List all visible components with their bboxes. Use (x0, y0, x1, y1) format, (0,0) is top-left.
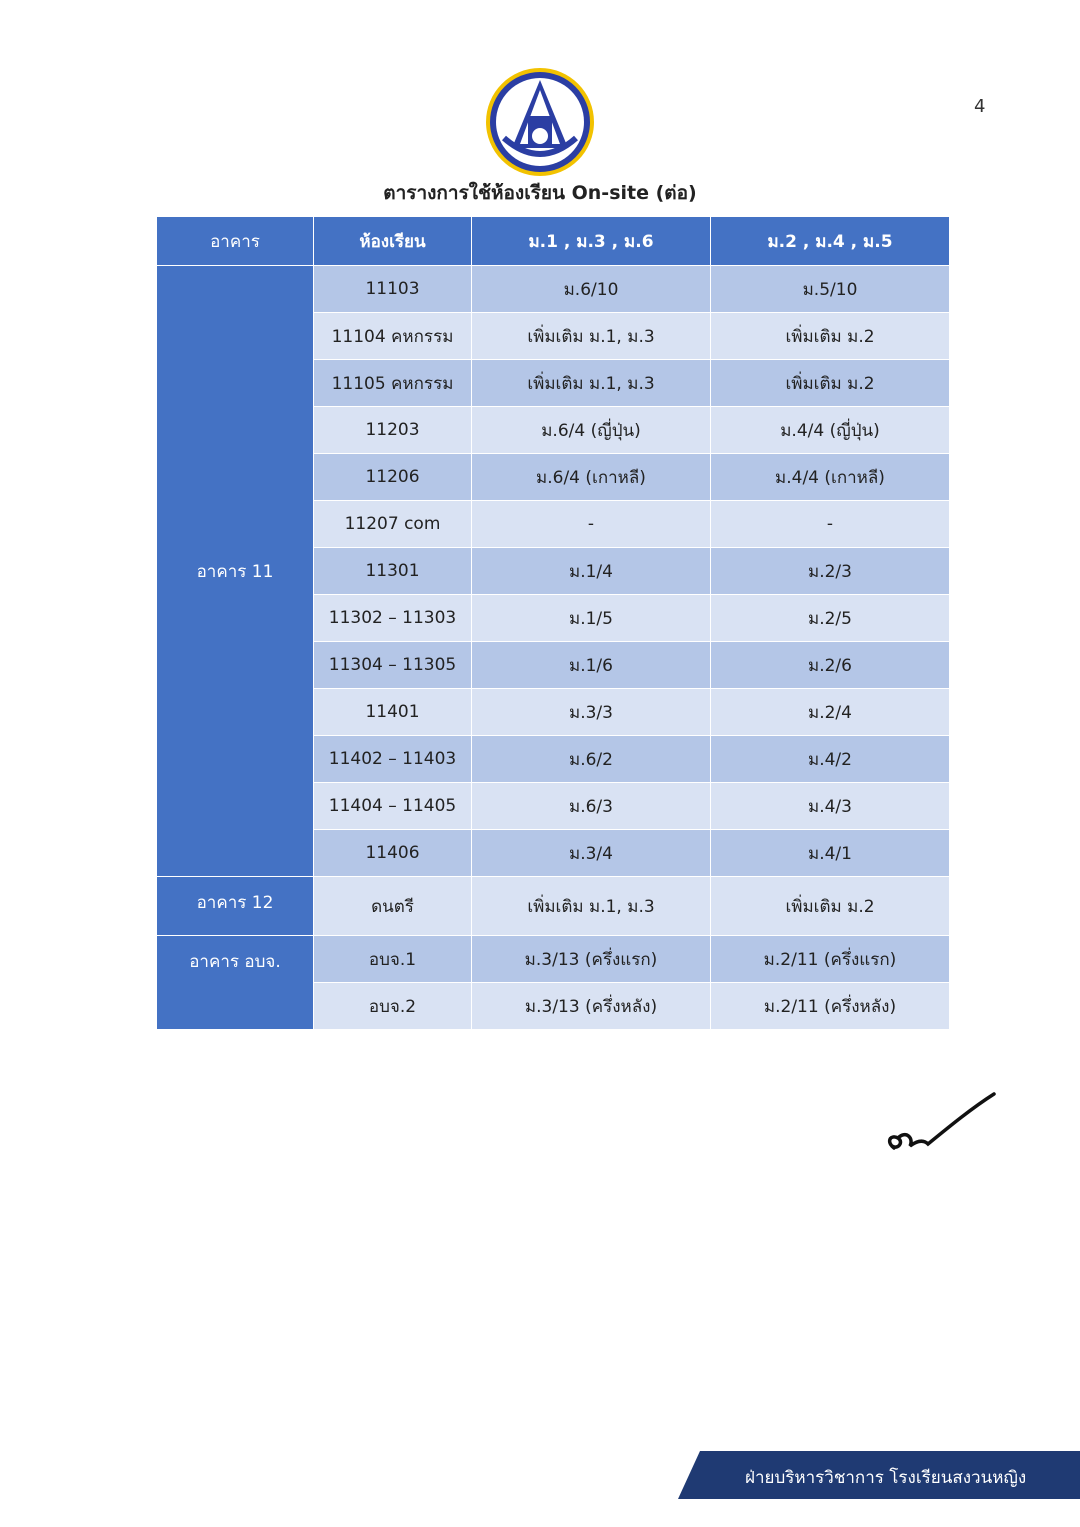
grade-cell: เพิ่มเติม ม.1, ม.3 (472, 360, 711, 407)
grade-cell: ม.6/3 (472, 783, 711, 830)
grade-cell: เพิ่มเติม ม.1, ม.3 (472, 877, 711, 936)
room-cell: 11206 (314, 454, 472, 501)
table-row (157, 936, 950, 983)
room-cell: 11301 (314, 548, 472, 595)
grade-cell: - (472, 501, 711, 548)
grade-cell: ม.2/11 (ครึ่งแรก) (711, 936, 950, 983)
room-cell: 11105 คหกรรม (314, 360, 472, 407)
grade-cell: เพิ่มเติม ม.1, ม.3 (472, 313, 711, 360)
room-cell: 11304 – 11305 (314, 642, 472, 689)
room-cell: 11406 (314, 830, 472, 877)
room-cell: อบจ.1 (314, 936, 472, 983)
grade-cell: ม.4/1 (711, 830, 950, 877)
room-cell: 11404 – 11405 (314, 783, 472, 830)
grade-cell: ม.5/10 (711, 266, 950, 313)
room-cell: 11104 คหกรรม (314, 313, 472, 360)
grade-cell: ม.6/4 (เกาหลี) (472, 454, 711, 501)
grade-cell: ม.3/13 (ครึ่งแรก) (472, 936, 711, 983)
room-cell: อบจ.2 (314, 983, 472, 1030)
grade-cell: ม.4/3 (711, 783, 950, 830)
grade-cell: ม.2/4 (711, 689, 950, 736)
room-cell: 11103 (314, 266, 472, 313)
grade-cell: ม.2/5 (711, 595, 950, 642)
grade-cell: ม.3/3 (472, 689, 711, 736)
room-cell: 11203 (314, 407, 472, 454)
table-row (157, 877, 950, 936)
room-cell: 11401 (314, 689, 472, 736)
room-cell: 11302 – 11303 (314, 595, 472, 642)
handwritten-signature (880, 1090, 1000, 1160)
room-cell: 11207 com (314, 501, 472, 548)
grade-cell: ม.2/6 (711, 642, 950, 689)
grade-cell: ม.6/2 (472, 736, 711, 783)
column-header-grades-2-4-5: ม.2 , ม.4 , ม.5 (711, 217, 950, 266)
table-header-row (157, 217, 950, 266)
grade-cell: ม.3/13 (ครึ่งหลัง) (472, 983, 711, 1030)
grade-cell: - (711, 501, 950, 548)
room-schedule-table (156, 217, 950, 1030)
column-header-room: ห้องเรียน (314, 217, 472, 266)
grade-cell: ม.3/4 (472, 830, 711, 877)
building-cell: อาคาร อบจ. (157, 936, 314, 1030)
building-cell: อาคาร 11 (157, 266, 314, 877)
grade-cell: ม.4/4 (เกาหลี) (711, 454, 950, 501)
grade-cell: เพิ่มเติม ม.2 (711, 877, 950, 936)
footer-department-text: ฝ่ายบริหารวิชาการ โรงเรียนสงวนหญิง (745, 1468, 1027, 1488)
table-row (157, 266, 950, 313)
column-header-building: อาคาร (157, 217, 314, 266)
document-title: ตารางการใช้ห้องเรียน On-site (ต่อ) (383, 182, 697, 204)
page-number: 4 (974, 96, 986, 117)
room-cell: ดนตรี (314, 877, 472, 936)
grade-cell: ม.6/4 (ญี่ปุ่น) (472, 407, 711, 454)
room-cell: 11402 – 11403 (314, 736, 472, 783)
school-emblem-logo (484, 66, 596, 178)
grade-cell: ม.1/4 (472, 548, 711, 595)
grade-cell: ม.4/4 (ญี่ปุ่น) (711, 407, 950, 454)
column-header-grades-1-3-6: ม.1 , ม.3 , ม.6 (472, 217, 711, 266)
grade-cell: ม.1/6 (472, 642, 711, 689)
grade-cell: ม.1/5 (472, 595, 711, 642)
grade-cell: ม.2/11 (ครึ่งหลัง) (711, 983, 950, 1030)
grade-cell: ม.4/2 (711, 736, 950, 783)
grade-cell: ม.6/10 (472, 266, 711, 313)
grade-cell: ม.2/3 (711, 548, 950, 595)
grade-cell: เพิ่มเติม ม.2 (711, 360, 950, 407)
grade-cell: เพิ่มเติม ม.2 (711, 313, 950, 360)
building-cell: อาคาร 12 (157, 877, 314, 936)
